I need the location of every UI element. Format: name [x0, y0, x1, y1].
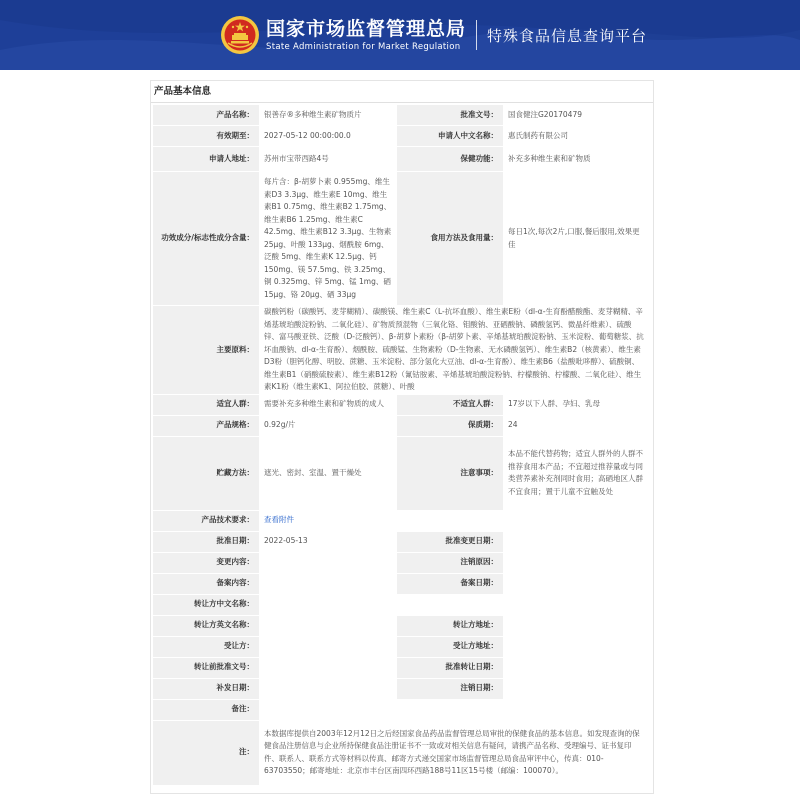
field-label: 转让方英文名称：: [153, 616, 259, 636]
field-label: 申请人地址：: [153, 147, 259, 171]
field-value: [259, 637, 397, 657]
info-row: [153, 437, 650, 510]
info-row: [153, 105, 650, 125]
field-value: [503, 637, 650, 657]
field-label: 备案内容：: [153, 574, 259, 594]
field-value: 国食健注G20170479: [503, 105, 650, 125]
field-label: 适宜人群：: [153, 395, 259, 415]
field-value: 苏州市宝带西路4号: [259, 147, 397, 171]
agency-title-cn: 国家市场监督管理总局: [266, 18, 467, 40]
field-label: 注销原因：: [397, 553, 503, 573]
field-label: 变更内容：: [153, 553, 259, 573]
field-value: 2022-05-13: [259, 532, 397, 552]
field-value: 24: [503, 416, 650, 436]
field-value: [259, 595, 650, 615]
field-label: 批准转让日期：: [397, 658, 503, 678]
field-value: [503, 616, 650, 636]
field-label: 转让方地址：: [397, 616, 503, 636]
info-row: [153, 147, 650, 171]
field-value: 银善存®多种维生素矿物质片: [259, 105, 397, 125]
info-row: [153, 700, 650, 720]
view-attachment-link[interactable]: 查看附件: [264, 515, 294, 525]
field-label: 备注：: [153, 700, 259, 720]
panel-title: 产品基本信息: [151, 81, 653, 103]
info-row: [153, 395, 650, 415]
field-label: 功效成分/标志性成分含量：: [153, 172, 259, 305]
field-value: 每日1次,每次2片,口服,餐后服用,效果更佳: [503, 172, 650, 305]
national-emblem-icon: [220, 15, 260, 55]
info-row: [153, 574, 650, 594]
brand[interactable]: [220, 12, 647, 58]
field-label: 产品技术要求：: [153, 511, 259, 531]
field-label: 保健功能：: [397, 147, 503, 171]
field-value: 本品不能代替药物；适宜人群外的人群不推荐食用本产品；不宜超过推荐量或与同类营养素补充剂同时食用；高硒地区人群不宜食用；置于儿童不宜触及处: [503, 437, 650, 510]
info-row: [153, 595, 650, 615]
field-value: [503, 532, 650, 552]
info-row: [153, 172, 650, 305]
field-value: 补充多种维生素和矿物质: [503, 147, 650, 171]
field-label: 主要原料：: [153, 306, 259, 394]
agency-title-en: State Administration for Market Regulation: [266, 42, 461, 52]
field-value: [259, 574, 397, 594]
field-label: 批准变更日期：: [397, 532, 503, 552]
field-value: [503, 574, 650, 594]
product-info-table: [153, 104, 650, 786]
field-label: 食用方法及食用量：: [397, 172, 503, 305]
field-value: [259, 616, 397, 636]
field-label: 批准日期：: [153, 532, 259, 552]
field-value: [259, 658, 397, 678]
field-label: 贮藏方法：: [153, 437, 259, 510]
field-value[interactable]: [259, 511, 650, 531]
field-label: 转让前批准文号：: [153, 658, 259, 678]
field-label: 保质期：: [397, 416, 503, 436]
info-row: [153, 532, 650, 552]
info-row: [153, 637, 650, 657]
field-label: 注意事项：: [397, 437, 503, 510]
field-label: 补发日期：: [153, 679, 259, 699]
info-row: [153, 721, 650, 785]
field-value: [259, 700, 650, 720]
field-value: 每片含：β-胡萝卜素 0.955mg、维生素D3 3.3μg、维生素E 10mg、维生素B1 0.75mg、维生素B2 1.75mg、维生素B6 1.25mg、维生素C 42.5mg、维生素B12 3.3μg、生物素 25μg、叶酸 133μg、烟酰胺 6mg、泛酸 5mg、维生素K 12.5μg、钙 150mg、镁 57.5mg、铁 3.25mg、铜 0.325mg、锌 5mg、锰 1mg、硒 15μg、铬 20μg、硒 33μg: [259, 172, 397, 305]
platform-title: 特殊食品信息查询平台: [487, 26, 648, 45]
field-value: [259, 679, 397, 699]
info-row: [153, 679, 650, 699]
product-info-panel: [150, 80, 654, 794]
field-value: 17岁以下人群、孕妇、乳母: [503, 395, 650, 415]
field-value: 0.92g/片: [259, 416, 397, 436]
field-value: 碳酸钙粉（碳酸钙、麦芽糊精）、碳酸镁、维生素C（L-抗坏血酸）、维生素E粉（dl-α-生育酚醋酸酯、麦芽糊精、辛烯基琥珀酸淀粉钠、二氧化硅）、矿物质预混物（三氧化铬、钼酸钠、亚硒酸钠、磷酸氢钙、微晶纤维素）、硫酸锌、富马酸亚铁、泛酸（D-泛酸钙）、β-胡萝卜素粉（β-胡萝卜素、辛烯基琥珀酸淀粉钠、玉米淀粉、葡萄糖浆、抗坏血酸钠、dl-α-生育酚）、烟酰胺、硫酸锰、生物素粉（D-生物素、无水磷酸氢钙）、维生素B2（核黄素）、维生素D3粉（胆钙化醇、明胶、蔗糖、玉米淀粉、部分氢化大豆油、dl-α-生育酚）、维生素B6（盐酸吡哆醇）、硫酸铜、维生素B1（硝酸硫胺素）、维生素B12粉（氰钴胺素、辛烯基琥珀酸淀粉钠、柠檬酸钠、柠檬酸、二氧化硅）、维生素K1粉（维生素K1、阿拉伯胶、蔗糖）、叶酸: [259, 306, 650, 394]
field-label: 受让方地址：: [397, 637, 503, 657]
field-value: 需要补充多种维生素和矿物质的成人: [259, 395, 397, 415]
field-label: 注：: [153, 721, 259, 785]
field-value: 遮光、密封、室温、置干燥处: [259, 437, 397, 510]
field-label: 备案日期：: [397, 574, 503, 594]
field-label: 不适宜人群：: [397, 395, 503, 415]
field-label: 产品名称：: [153, 105, 259, 125]
field-value: [503, 553, 650, 573]
field-label: 有效期至：: [153, 126, 259, 146]
field-label: 受让方：: [153, 637, 259, 657]
info-row: [153, 416, 650, 436]
field-value: 本数据库提供自2003年12月12日之后经国家食品药品监督管理总局审批的保健食品的基本信息。如发现查询的保健食品注册信息与企业所持保健食品注册证书不一致或对相关信息有疑问，请携产品名称、受理编号、证书复印件、联系人、联系方式等材料以传真、邮寄方式递交国家市场监督管理总局食品审评中心，传真：010-63703550；邮寄地址：北京市丰台区南四环西路188号11区15号楼（邮编：100070）。: [259, 721, 650, 785]
field-label: 产品规格：: [153, 416, 259, 436]
field-value: [259, 553, 397, 573]
field-value: 2027-05-12 00:00:00.0: [259, 126, 397, 146]
info-row: [153, 658, 650, 678]
field-label: 转让方中文名称：: [153, 595, 259, 615]
field-label: 批准文号：: [397, 105, 503, 125]
field-label: 注销日期：: [397, 679, 503, 699]
info-row: [153, 511, 650, 531]
header-divider: [476, 20, 477, 50]
field-label: 申请人中文名称：: [397, 126, 503, 146]
info-row: [153, 553, 650, 573]
info-row: [153, 126, 650, 146]
info-row: [153, 616, 650, 636]
site-header: [0, 0, 800, 70]
field-value: 惠氏制药有限公司: [503, 126, 650, 146]
field-value: [503, 658, 650, 678]
info-row: [153, 306, 650, 394]
field-value: [503, 679, 650, 699]
